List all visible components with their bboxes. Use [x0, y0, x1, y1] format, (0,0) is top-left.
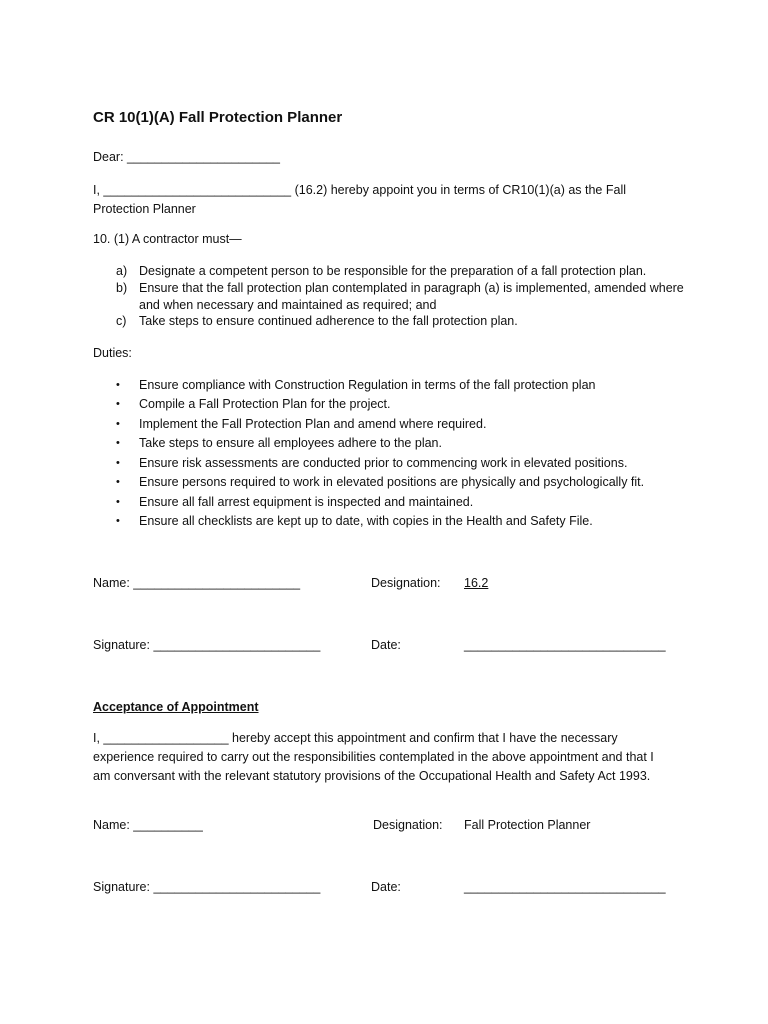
list-item: Take steps to ensure continued adherence to the fall protection plan.: [139, 314, 518, 328]
bullet-icon: •: [116, 379, 120, 391]
name-field-1: Name: ________________________: [93, 576, 301, 590]
signature-field-1: Signature: ________________________: [93, 638, 321, 652]
bullet-icon: •: [116, 496, 120, 508]
signature-field-2: Signature: ________________________: [93, 880, 321, 894]
list-marker: c): [116, 314, 127, 328]
dear-line: Dear: ______________________: [93, 150, 280, 164]
bullet-icon: •: [116, 457, 120, 469]
date-label-1: Date:: [371, 638, 401, 652]
duty-item: Take steps to ensure all employees adhere to the plan.: [139, 436, 442, 450]
acceptance-paragraph: I, __________________ hereby accept this appointment and confirm that I have the necessary experience required to carry out the responsibilities contemplated in the above appointment and that I am conversant with the relevant statutory provisions of the Occupational Health and Safety Act 1993.: [93, 731, 654, 783]
duty-item: Ensure all checklists are kept up to date, with copies in the Health and Safety File.: [139, 514, 593, 528]
duty-item: Ensure all fall arrest equipment is inspected and maintained.: [139, 495, 474, 509]
duties-heading: Duties:: [93, 346, 132, 360]
bullet-icon: •: [116, 418, 120, 430]
bullet-icon: •: [116, 476, 120, 488]
duty-item: Ensure persons required to work in elevated positions are physically and psychologically fit.: [139, 475, 645, 489]
bullet-icon: •: [116, 515, 120, 527]
list-marker: a): [116, 264, 128, 278]
document-title: CR 10(1)(A) Fall Protection Planner: [93, 109, 343, 126]
duty-item: Compile a Fall Protection Plan for the project.: [139, 397, 391, 411]
designation-value-1: 16.2: [464, 576, 489, 590]
appointment-paragraph: I, ___________________________ (16.2) hereby appoint you in terms of CR10(1)(a) as the Fall Protection Planner: [93, 183, 626, 216]
acceptance-heading: Acceptance of Appointment: [93, 700, 259, 714]
duty-item: Ensure risk assessments are conducted prior to commencing work in elevated positions.: [139, 456, 628, 470]
list-marker: b): [116, 281, 128, 295]
name-field-2: Name: __________: [93, 818, 203, 832]
bullet-icon: •: [116, 437, 120, 449]
date-label-2: Date:: [371, 880, 401, 894]
date-line-1: _____________________________: [464, 638, 666, 652]
designation-value-2: Fall Protection Planner: [464, 818, 591, 832]
contractor-intro: 10. (1) A contractor must—: [93, 232, 242, 246]
list-item: Designate a competent person to be responsible for the preparation of a fall protection plan.: [139, 264, 647, 278]
duty-item: Implement the Fall Protection Plan and amend where required.: [139, 417, 487, 431]
duty-item: Ensure compliance with Construction Regulation in terms of the fall protection plan: [139, 378, 596, 392]
designation-label-1: Designation:: [371, 576, 441, 590]
designation-label-2: Designation:: [373, 818, 443, 832]
bullet-icon: •: [116, 398, 120, 410]
date-line-2: _____________________________: [464, 880, 666, 894]
list-item: Ensure that the fall protection plan contemplated in paragraph (a) is implemented, amended where and when necessary and maintained as required; and: [139, 281, 684, 312]
